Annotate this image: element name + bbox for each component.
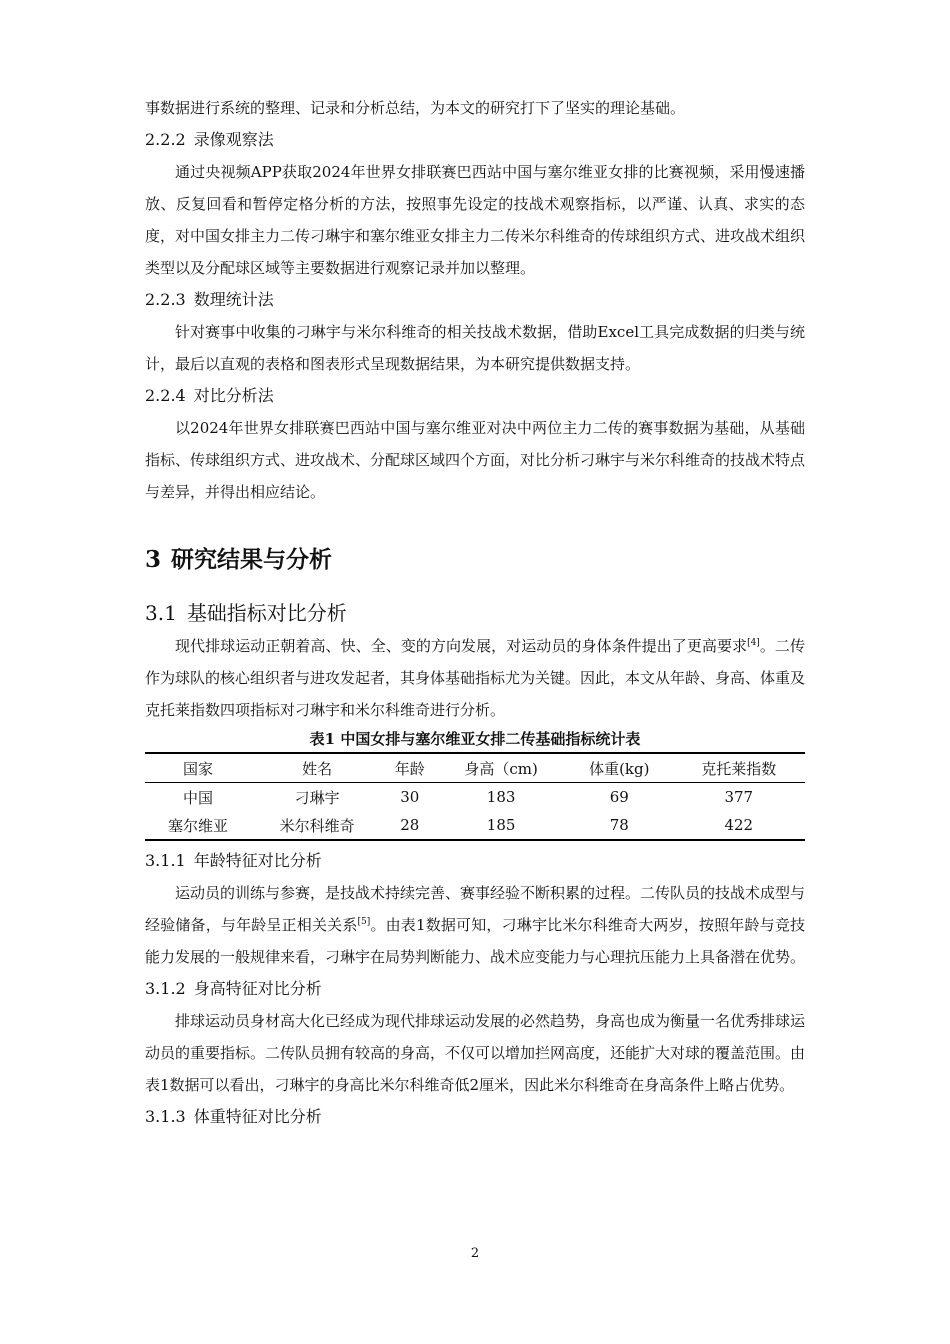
section-title: 录像观察法 <box>193 130 274 149</box>
chapter-title: 研究结果与分析 <box>171 546 333 573</box>
cell: 185 <box>486 816 516 834</box>
cell: 28 <box>400 816 420 834</box>
cell: 米尔科维奇 <box>279 816 355 835</box>
paragraph: 排球运动员身材高大化已经成为现代排球运动发展的必然趋势，身高也成为衡量一名优秀排球运动员的重要指标。二传队员拥有较高的身高，不仅可以增加拦网高度，还能扩大对球的覆盖范围。由表1数据可以看出，刁琳宇的身高比米尔科维奇低2厘米，因此米尔科维奇在身高条件上略占优势。 <box>145 1012 806 1094</box>
section-title: 基础指标对比分析 <box>186 601 347 625</box>
section-title: 体重特征对比分析 <box>193 1107 322 1126</box>
section-number: 2.2.2 <box>145 130 186 149</box>
cell: 183 <box>486 788 516 806</box>
header-cell: 克托莱指数 <box>701 759 777 778</box>
paragraph <box>145 630 805 726</box>
cell: 422 <box>724 816 754 834</box>
paragraph: 事数据进行系统的整理、记录和分析总结，为本文的研究打下了坚实的理论基础。 <box>145 99 686 117</box>
header-cell: 体重(kg) <box>589 759 650 778</box>
paragraph: 针对赛事中收集的刁琳宇与米尔科维奇的相关技战术数据，借助Excel工具完成数据的归类与统计，最后以直观的表格和图表形式呈现数据结果，为本研究提供数据支持。 <box>145 323 805 373</box>
chapter-heading-3 <box>145 542 805 578</box>
text-run: 现代排球运动正朝着高、快、全、变的方向发展，对运动员的身体条件提出了更高要求 <box>175 637 748 655</box>
section-number: 3.1.2 <box>145 979 186 998</box>
text-run: 。由表1数据可知，刁琳宇比米尔科维奇大两岁，按照年龄与竞技能力发展的一般规律来看，刁琳宇在局势判断能力、战术应变能力与心理抗压能力上具备潜在优势。 <box>145 916 806 966</box>
chapter-number: 3 <box>145 546 162 573</box>
table-row <box>145 811 805 840</box>
paragraph <box>145 877 805 973</box>
table-header-row <box>145 753 805 783</box>
section-heading-3-1-2 <box>145 973 805 1005</box>
section-heading-3-1-1 <box>145 845 805 877</box>
text-run: 运动员的训练与参赛，是技战术持续完善、赛事经验不断积累的过程。二传队员的技战术成型与经验储备，与年龄呈正相关关系 <box>145 884 806 934</box>
header-cell: 年龄 <box>394 759 425 778</box>
header-cell: 国家 <box>182 759 213 778</box>
page-body <box>145 92 805 1133</box>
cell: 30 <box>400 788 420 806</box>
cell: 塞尔维亚 <box>167 816 228 835</box>
section-heading-3-1-3 <box>145 1101 805 1133</box>
section-number: 3.1.1 <box>145 851 186 870</box>
stats-table <box>145 752 805 841</box>
citation: [5] <box>357 917 371 927</box>
section-title: 年龄特征对比分析 <box>193 851 322 870</box>
section-number: 3.1.3 <box>145 1107 186 1126</box>
cell: 中国 <box>182 788 213 807</box>
section-heading-2-2-2 <box>145 124 805 156</box>
page-number: 2 <box>470 1246 480 1261</box>
header-cell: 身高（cm) <box>464 759 538 778</box>
cell: 69 <box>609 788 629 806</box>
section-heading-2-2-4 <box>145 380 805 412</box>
section-heading-3-1 <box>145 596 805 630</box>
cell: 377 <box>724 788 754 806</box>
citation: [4] <box>747 638 760 648</box>
header-cell: 姓名 <box>302 759 333 778</box>
section-title: 对比分析法 <box>193 386 274 405</box>
cell: 刁琳宇 <box>294 788 340 807</box>
section-number: 2.2.4 <box>145 386 186 405</box>
section-number: 3.1 <box>145 601 177 625</box>
paragraph: 通过央视频APP获取2024年世界女排联赛巴西站中国与塞尔维亚女排的比赛视频，采用慢速播放、反复回看和暂停定格分析的方法，按照事先设定的技战术观察指标，以严谨、认真、求实的态度，对中国女排主力二传刁琳宇和塞尔维亚女排主力二传米尔科维奇的传球组织方式、进攻战术组织类型以及分配球区域等主要数据进行观察记录并加以整理。 <box>145 163 806 277</box>
section-title: 数理统计法 <box>193 290 274 309</box>
section-heading-2-2-3 <box>145 284 805 316</box>
section-title: 身高特征对比分析 <box>193 979 322 998</box>
table-caption: 表1 中国女排与塞尔维亚女排二传基础指标统计表 <box>309 730 641 748</box>
text-run: 。二传作为球队的核心组织者与进攻发起者，其身体基础指标尤为关键。因此，本文从年龄、身高、体重及克托莱指数四项指标对刁琳宇和米尔科维奇进行分析。 <box>145 637 806 719</box>
paragraph: 以2024年世界女排联赛巴西站中国与塞尔维亚对决中两位主力二传的赛事数据为基础，从基础指标、传球组织方式、进攻战术、分配球区域四个方面，对比分析刁琳宇与米尔科维奇的技战术特点与差异，并得出相应结论。 <box>145 419 806 501</box>
table-row <box>145 783 805 812</box>
section-number: 2.2.3 <box>145 290 186 309</box>
cell: 78 <box>609 816 629 834</box>
